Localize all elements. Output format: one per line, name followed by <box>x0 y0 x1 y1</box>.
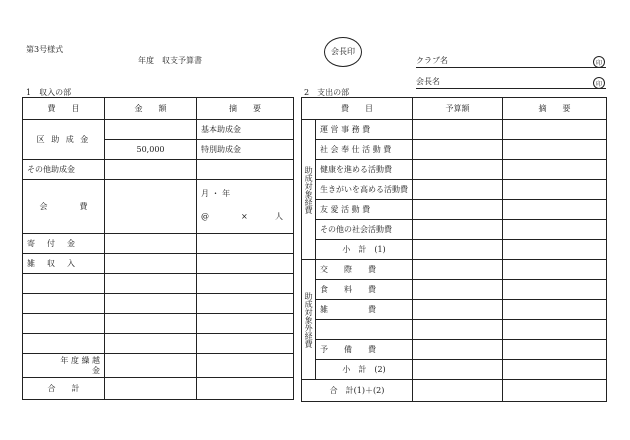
expense-note-cell[interactable] <box>503 220 607 240</box>
income-donation-note[interactable] <box>197 234 294 254</box>
expense-budget-cell[interactable] <box>413 300 503 320</box>
expense-budget-cell[interactable] <box>413 280 503 300</box>
income-membership-amount[interactable] <box>105 180 197 234</box>
expense-subtotal2-amount[interactable] <box>413 360 503 380</box>
membership-times-sign: × <box>241 212 248 221</box>
expense-table <box>301 97 607 402</box>
expense-note-cell[interactable] <box>503 140 607 160</box>
expense-item-food: 食 料 費 <box>316 280 413 300</box>
expense-note-cell[interactable] <box>503 320 607 340</box>
president-name-line[interactable] <box>416 88 606 89</box>
expense-subtotal1-note[interactable] <box>503 240 607 260</box>
expense-subtotal1-amount[interactable] <box>413 240 503 260</box>
expense-note-cell[interactable] <box>503 340 607 360</box>
income-blank-item[interactable] <box>23 274 105 294</box>
income-blank-amount[interactable] <box>105 274 197 294</box>
expense-budget-cell[interactable] <box>413 160 503 180</box>
stamp-label: 会長印 <box>331 47 355 56</box>
expense-budget-cell[interactable] <box>413 120 503 140</box>
expense-item-friendship: 友 愛 活 動 費 <box>316 200 413 220</box>
expense-item-entertainment: 交 際 費 <box>316 260 413 280</box>
expense-item-misc: 雑 費 <box>316 300 413 320</box>
expense-group1-label: 助成対象経費 <box>302 120 316 260</box>
president-stamp-circle <box>324 37 362 67</box>
income-donation-amount[interactable] <box>105 234 197 254</box>
income-blank-note[interactable] <box>197 334 294 354</box>
income-col-amount: 金 額 <box>105 98 197 120</box>
expense-budget-cell[interactable] <box>413 200 503 220</box>
income-subsidy-detail-2: 特別助成金 <box>197 140 294 160</box>
income-carryover-label: 年 度 繰 越 金 <box>23 354 105 378</box>
income-misc-note[interactable] <box>197 254 294 274</box>
income-blank-item[interactable] <box>23 334 105 354</box>
expense-col-item: 費 目 <box>302 98 413 120</box>
income-blank-amount[interactable] <box>105 314 197 334</box>
club-name-line[interactable] <box>416 67 606 68</box>
expense-note-cell[interactable] <box>503 120 607 140</box>
form-number: 第3号様式 <box>26 45 64 54</box>
income-subsidy-label: 区 助 成 金 <box>23 120 105 160</box>
expense-budget-cell[interactable] <box>413 340 503 360</box>
membership-person-unit: 人 <box>275 212 283 221</box>
expense-subtotal2-note[interactable] <box>503 360 607 380</box>
income-other-subsidy-amount[interactable] <box>105 160 197 180</box>
income-blank-item[interactable] <box>23 294 105 314</box>
expense-col-note: 摘 要 <box>503 98 607 120</box>
expense-note-cell[interactable] <box>503 300 607 320</box>
expense-group2-label: 助成対象外経費 <box>302 260 316 380</box>
expense-subtotal2-label: 小 計 (2) <box>316 360 413 380</box>
income-subsidy-detail-1: 基本助成金 <box>197 120 294 140</box>
expense-note-cell[interactable] <box>503 260 607 280</box>
income-donation-label: 寄 付 金 <box>23 234 105 254</box>
club-name-label: クラブ名 <box>416 56 448 65</box>
expense-note-cell[interactable] <box>503 180 607 200</box>
income-total-note[interactable] <box>197 378 294 400</box>
expense-budget-cell[interactable] <box>413 260 503 280</box>
expense-total-label: 合 計(1)＋(2) <box>302 380 413 402</box>
expense-budget-cell[interactable] <box>413 140 503 160</box>
expense-total-note[interactable] <box>503 380 607 402</box>
income-carryover-note[interactable] <box>197 354 294 378</box>
expense-item-other-social: その他の社会活動費 <box>316 220 413 240</box>
expense-budget-cell[interactable] <box>413 180 503 200</box>
income-blank-note[interactable] <box>197 294 294 314</box>
income-table <box>22 97 294 400</box>
income-col-note: 摘 要 <box>197 98 294 120</box>
expense-item-social-service: 社 会 奉 仕 活 動 費 <box>316 140 413 160</box>
president-name-label: 会長名 <box>416 77 440 86</box>
expense-note-cell[interactable] <box>503 160 607 180</box>
expense-budget-cell[interactable] <box>413 320 503 340</box>
expense-note-cell[interactable] <box>503 200 607 220</box>
expense-item-health: 健康を進める活動費 <box>316 160 413 180</box>
income-carryover-amount[interactable] <box>105 354 197 378</box>
membership-at-sign: @ <box>201 212 209 221</box>
expense-item-admin: 運 営 事 務 費 <box>316 120 413 140</box>
expense-item-blank[interactable] <box>316 320 413 340</box>
president-seal-mark: 印 <box>593 77 605 89</box>
expense-item-reserve: 予 備 費 <box>316 340 413 360</box>
income-subsidy-amount-1[interactable] <box>105 120 197 140</box>
expense-budget-cell[interactable] <box>413 220 503 240</box>
income-membership-label: 会 費 <box>23 180 105 234</box>
income-total-amount[interactable] <box>105 378 197 400</box>
income-subsidy-amount-2: 50,000 <box>105 140 197 160</box>
document-title: 年度 収支予算書 <box>138 56 202 65</box>
income-blank-item[interactable] <box>23 314 105 334</box>
expense-note-cell[interactable] <box>503 280 607 300</box>
expense-col-budget: 予算額 <box>413 98 503 120</box>
income-other-subsidy-label: その他助成金 <box>23 160 105 180</box>
membership-period-text: 月 ・ 年 <box>201 189 231 198</box>
income-col-item: 費 目 <box>23 98 105 120</box>
income-membership-note <box>197 180 294 234</box>
income-blank-amount[interactable] <box>105 334 197 354</box>
income-section-title: 1 収入の部 <box>26 88 72 97</box>
club-seal-mark: 印 <box>593 56 605 68</box>
income-misc-label: 雑 収 入 <box>23 254 105 274</box>
income-total-label: 合 計 <box>23 378 105 400</box>
income-other-subsidy-note[interactable] <box>197 160 294 180</box>
income-misc-amount[interactable] <box>105 254 197 274</box>
expense-total-amount[interactable] <box>413 380 503 402</box>
income-blank-amount[interactable] <box>105 294 197 314</box>
expense-section-title: 2 支出の部 <box>304 88 350 97</box>
expense-item-purpose-of-life: 生きがいを高める活動費 <box>316 180 413 200</box>
income-blank-note[interactable] <box>197 314 294 334</box>
expense-subtotal1-label: 小 計 (1) <box>316 240 413 260</box>
income-blank-note[interactable] <box>197 274 294 294</box>
